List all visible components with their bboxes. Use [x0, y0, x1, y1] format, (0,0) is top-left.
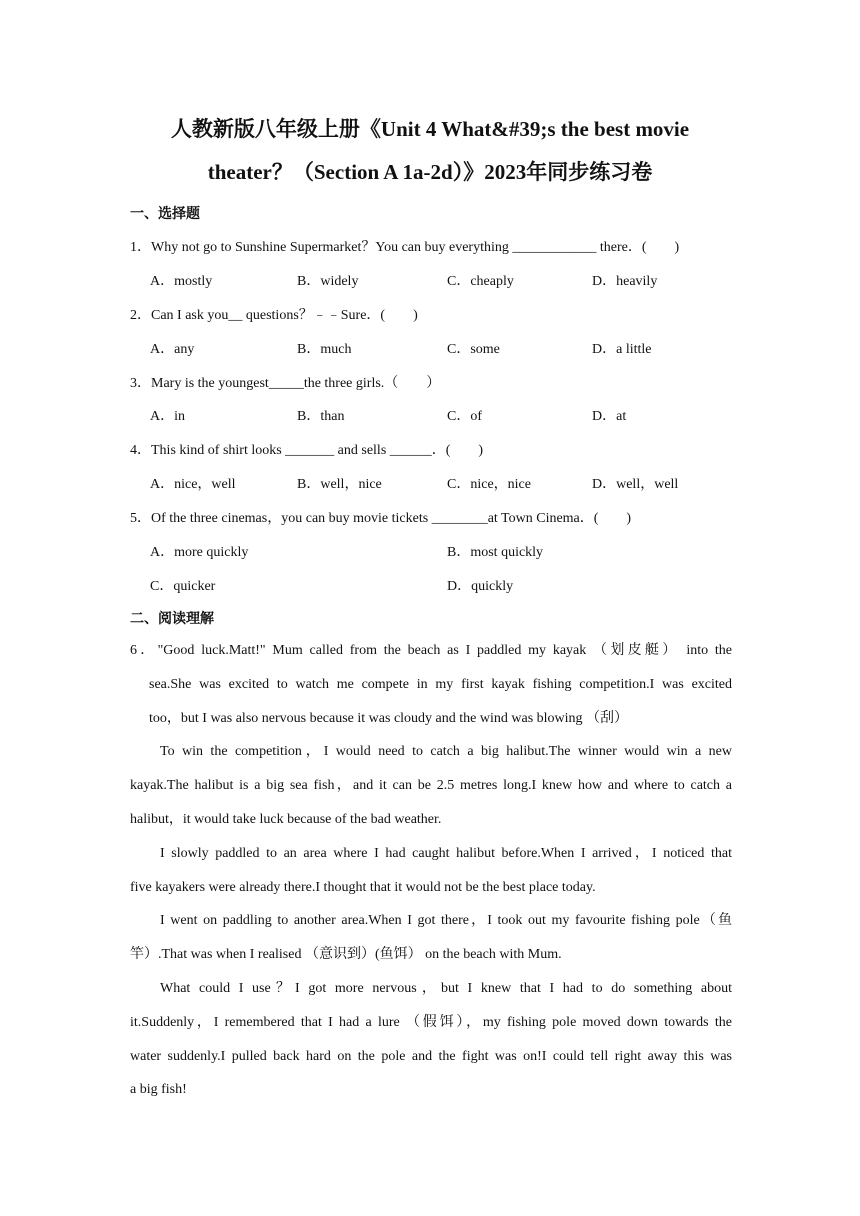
section-heading-choice: 一、选择题: [130, 206, 200, 222]
question-1-option-a: A．mostly: [150, 274, 213, 289]
question-1-stem: 1．Why not go to Sunshine Supermarket？You can buy everything ____________ there．( ): [130, 240, 680, 255]
question-5-option-c: C．quicker: [150, 579, 216, 594]
question-5-option-d: D．quickly: [447, 579, 514, 594]
document-title-line-1: 人教新版八年级上册《Unit 4 What&#39;s the best movie: [170, 117, 690, 141]
reading-p2-line-3: halibut，it would take luck because of the bad weather.: [130, 811, 442, 827]
reading-p5-line-4: a big fish!: [130, 1082, 187, 1098]
reading-p5-line-3: water suddenly.I pulled back hard on the pole and the fight was on!I could tell right away this was: [130, 1048, 732, 1064]
reading-p5-line-1: What could I use？I got more nervous，but I knew that I had to do something about: [160, 981, 732, 996]
question-5-option-a: A．more quickly: [150, 545, 249, 560]
document-title-line-2: theater？（Section A 1a-2d）》2023年同步练习卷: [207, 160, 653, 184]
section-heading-reading: 二、阅读理解: [130, 611, 214, 627]
question-3-stem: 3．Mary is the youngest_____the three girls.（ ）: [130, 376, 441, 391]
question-2-option-a: A．any: [150, 342, 195, 357]
reading-p5-line-2: it.Suddenly，I remembered that I had a lure （假饵），my fishing pole moved down towards the: [130, 1014, 732, 1030]
question-3-option-b: B．than: [297, 409, 345, 424]
question-1-option-b: B．widely: [297, 274, 359, 289]
question-3-option-d: D．at: [592, 409, 627, 424]
reading-p4-line-1: I went on paddling to another area.When I got there，I took out my favourite fishing pole（鱼: [160, 913, 732, 928]
question-5-stem: 5．Of the three cinemas，you can buy movie tickets ________at Town Cinema．( ): [130, 511, 632, 526]
reading-p4-line-2: 竿）.That was when I realised （意识到）(鱼饵） on the beach with Mum.: [130, 946, 562, 962]
reading-p3-line-2: five kayakers were already there.I thought that it would not be the best place today.: [130, 879, 596, 895]
reading-paragraph-2: [130, 735, 732, 836]
reading-p1-line-2: sea.She was excited to watch me compete in my first kayak fishing competition.I was excited: [149, 676, 732, 692]
question-2-option-d: D．a little: [592, 342, 652, 357]
question-4-option-a: A．nice，well: [150, 477, 236, 492]
reading-p2-line-1: To win the competition，I would need to catch a big halibut.The winner would win a new: [160, 744, 732, 759]
reading-paragraph-3: [130, 837, 732, 905]
question-2-option-b: B．much: [297, 342, 352, 357]
question-1-option-c: C．cheaply: [447, 274, 514, 289]
question-2-stem: 2．Can I ask you__ questions？﹣﹣Sure．( ): [130, 308, 418, 323]
question-2-option-c: C．some: [447, 342, 500, 357]
question-4-option-c: C．nice，nice: [447, 477, 531, 492]
question-5-option-b: B．most quickly: [447, 545, 544, 560]
question-4-option-b: B．well，nice: [297, 477, 382, 492]
reading-p1-line-3: too，but I was also nervous because it was cloudy and the wind was blowing （刮）: [149, 710, 629, 726]
reading-paragraph-1: [130, 634, 732, 735]
reading-p3-line-1: I slowly paddled to an area where I had caught halibut before.When I arrived，I noticed that: [160, 846, 732, 861]
question-3-option-c: C．of: [447, 409, 482, 424]
reading-paragraph-5: [130, 972, 732, 1107]
question-1-option-d: D．heavily: [592, 274, 658, 289]
reading-p2-line-2: kayak.The halibut is a big sea fish，and it can be 2.5 metres long.I knew how and where to catch a: [130, 777, 732, 793]
question-4-option-d: D．well，well: [592, 477, 679, 492]
reading-paragraph-4: [130, 904, 732, 972]
question-3-option-a: A．in: [150, 409, 185, 424]
reading-p1-line-1: 6．"Good luck.Matt!" Mum called from the beach as I paddled my kayak （划皮艇） into the: [130, 643, 732, 658]
question-4-stem: 4．This kind of shirt looks _______ and sells ______．( ): [130, 443, 484, 458]
